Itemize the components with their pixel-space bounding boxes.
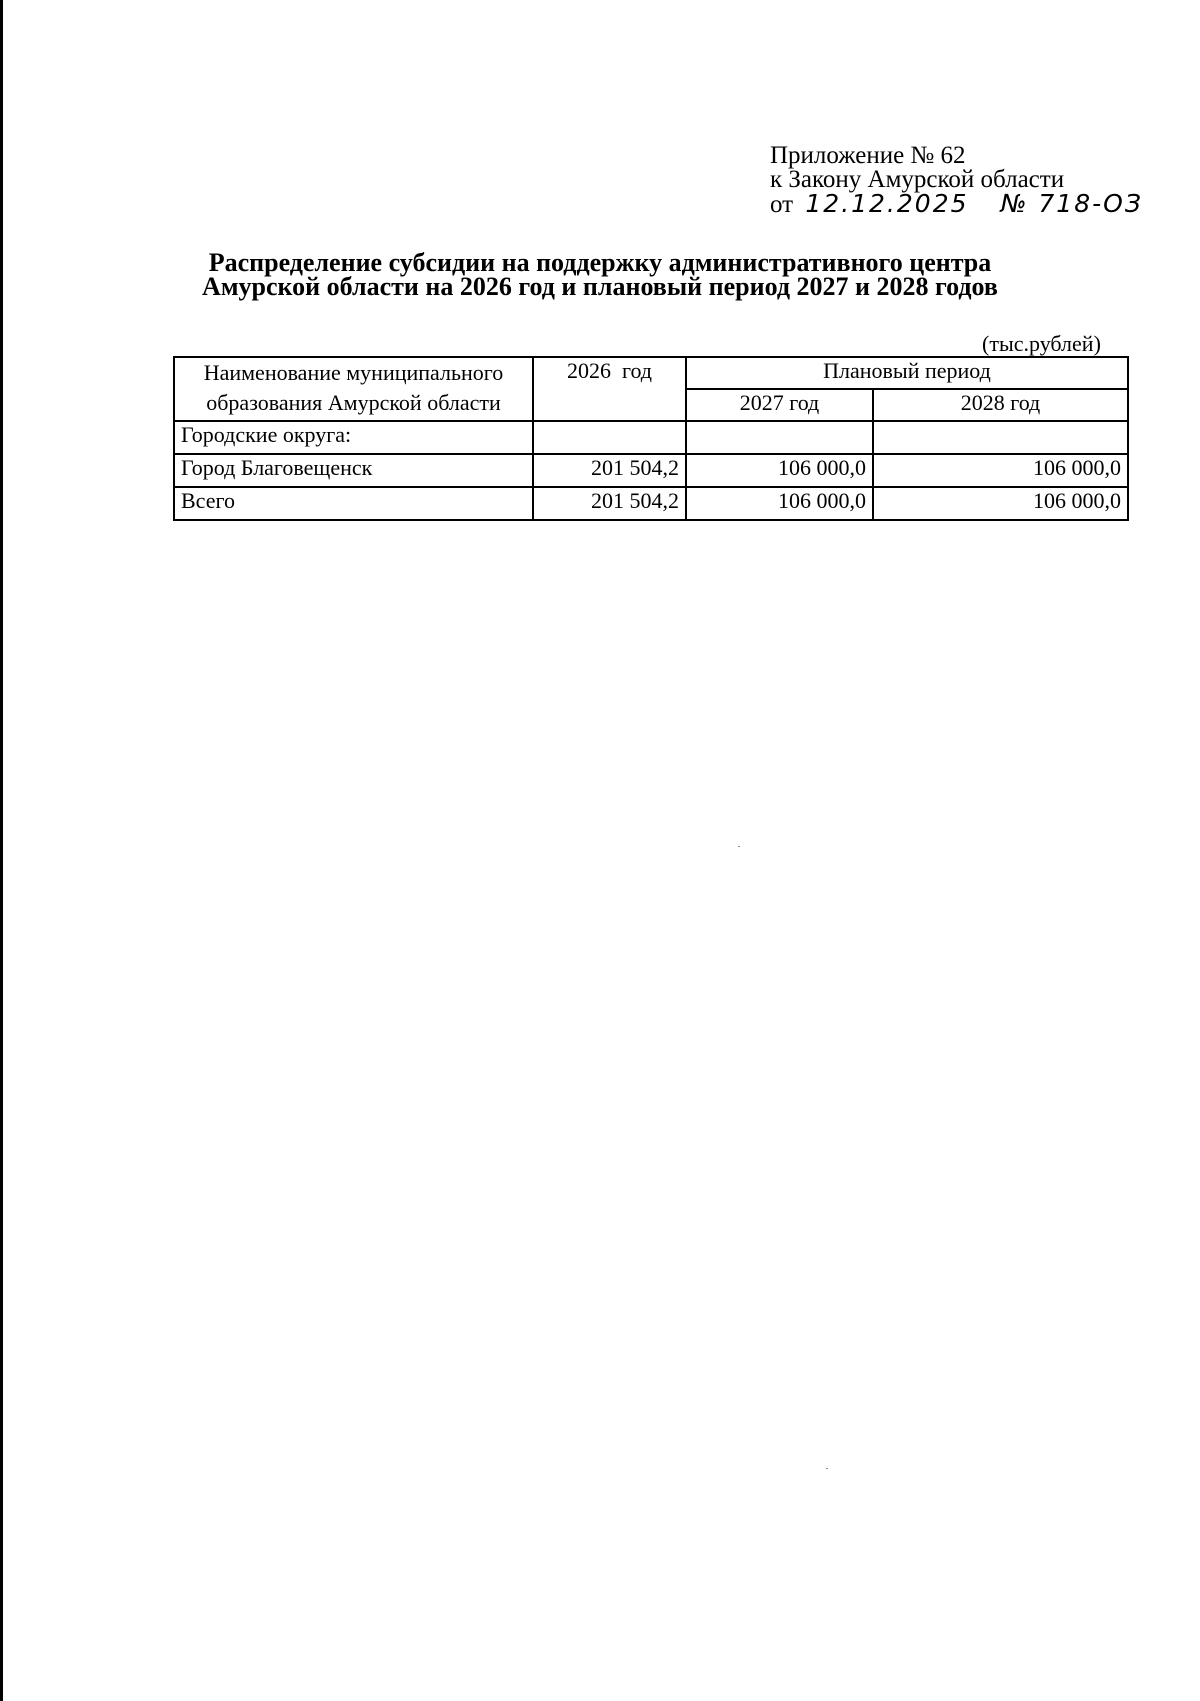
table-row xyxy=(174,454,1128,487)
header-2026: 2026 год xyxy=(533,357,686,421)
title-line-1: Распределение субсидии на поддержку административного центра xyxy=(208,248,992,277)
units-label: (тыс.рублей) xyxy=(982,331,1101,356)
table-total-row xyxy=(174,487,1128,520)
header-planned-period: Плановый период xyxy=(686,357,1128,389)
appendix-law-reference: к Закону Амурской области xyxy=(770,166,1065,193)
section-empty-2026 xyxy=(533,421,686,454)
total-label: Всего xyxy=(174,487,533,520)
total-value-2027: 106 000,0 xyxy=(686,487,873,520)
total-value-2028: 106 000,0 xyxy=(873,487,1128,520)
document-title xyxy=(0,248,1200,301)
appendix-date-prefix: от xyxy=(770,191,794,218)
scan-speck xyxy=(826,1468,828,1469)
table-section-row xyxy=(174,421,1128,454)
section-label: Городские округа: xyxy=(174,421,533,454)
title-line-2: Амурской области на 2026 год и плановый период 2027 и 2028 годов xyxy=(202,272,998,301)
row-value-2028: 106 000,0 xyxy=(873,454,1128,487)
table-header-row xyxy=(174,357,1128,389)
appendix-block xyxy=(770,144,1143,217)
row-value-2026: 201 504,2 xyxy=(533,454,686,487)
subsidy-table xyxy=(173,356,1129,521)
row-municipality: Город Благовещенск xyxy=(174,454,533,487)
section-empty-2028 xyxy=(873,421,1128,454)
header-municipality: Наименование муниципального образования Амурской области xyxy=(174,357,533,421)
appendix-number: Приложение № 62 xyxy=(770,142,966,169)
handwritten-law-number: № 718-ОЗ xyxy=(1000,189,1143,218)
row-value-2027: 106 000,0 xyxy=(686,454,873,487)
total-value-2026: 201 504,2 xyxy=(533,487,686,520)
handwritten-signature-date xyxy=(805,189,1143,218)
header-2027: 2027 год xyxy=(686,389,873,421)
handwritten-date: 12.12.2025 xyxy=(805,189,969,218)
header-2028: 2028 год xyxy=(873,389,1128,421)
section-empty-2027 xyxy=(686,421,873,454)
appendix-date-line xyxy=(770,189,1143,218)
scan-speck xyxy=(738,846,740,847)
